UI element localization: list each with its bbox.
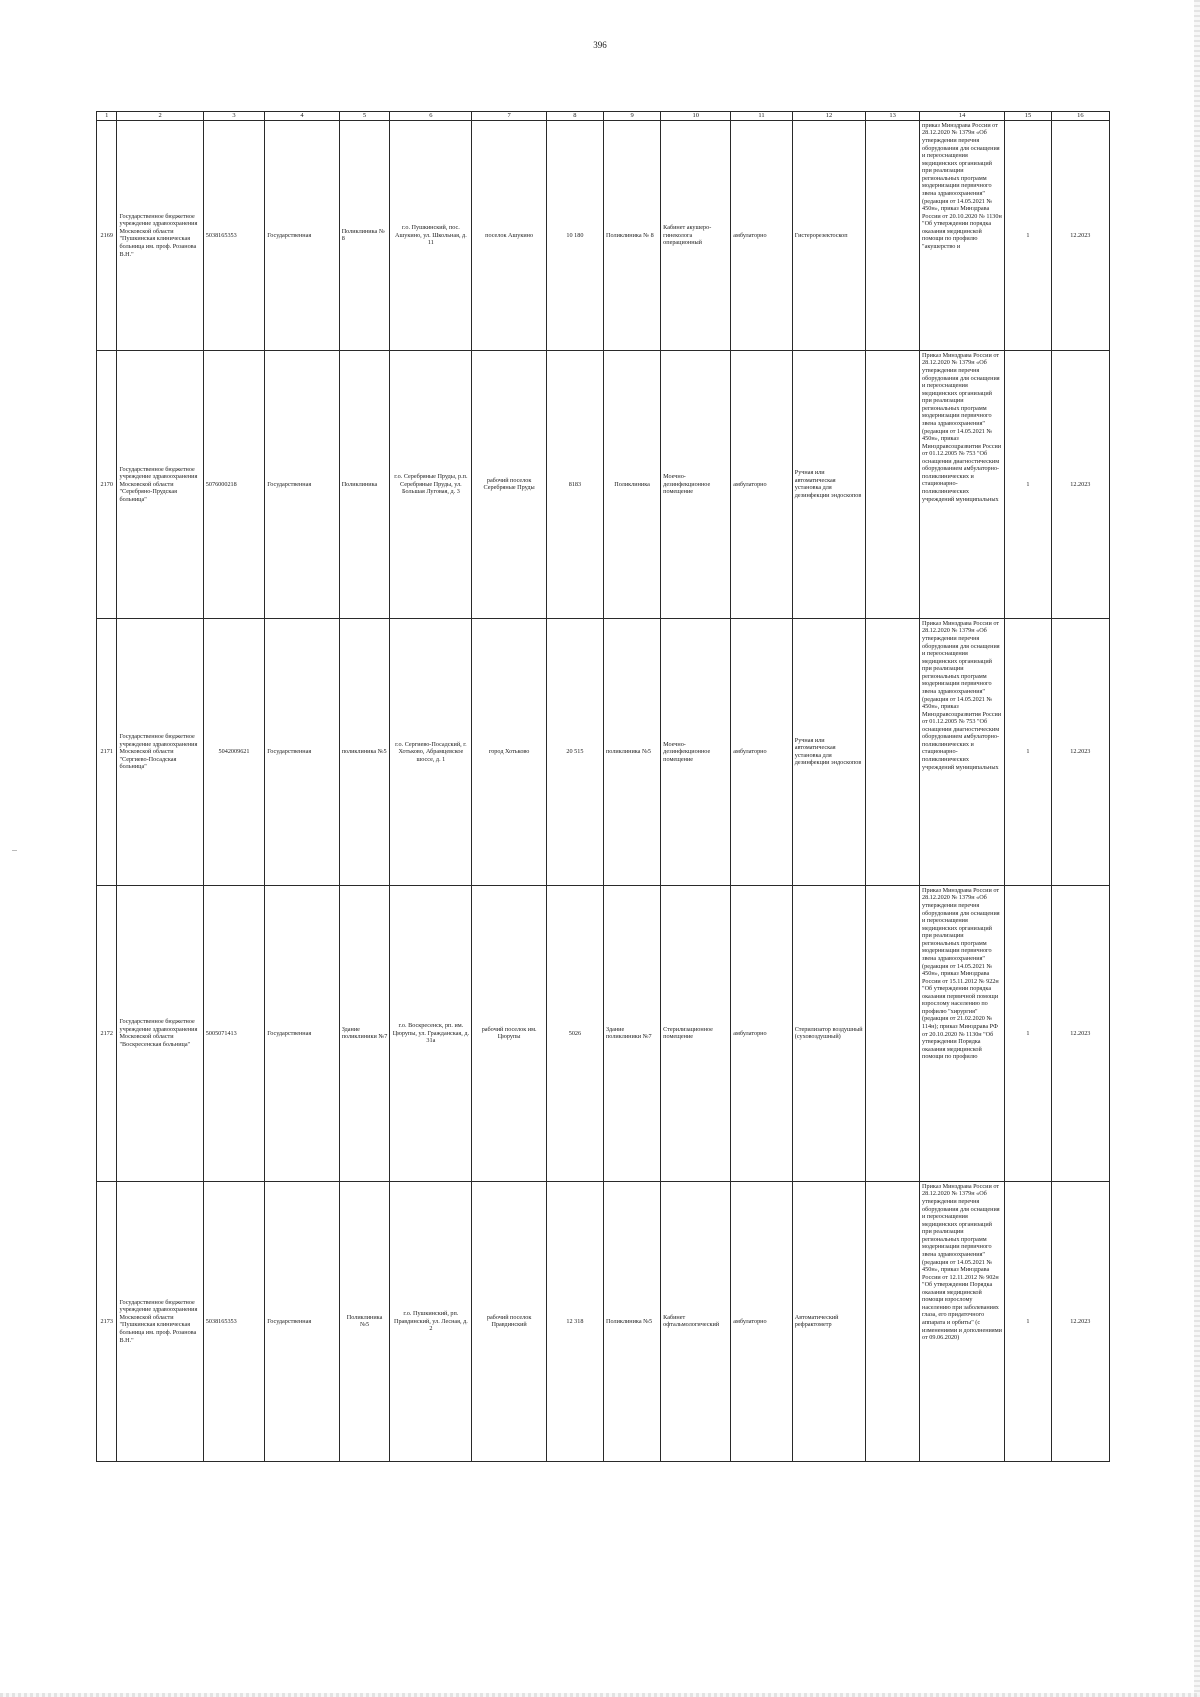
ownership-cell: Государственная <box>265 618 339 885</box>
organization-name: Государственное бюджетное учреждение здравоохранения Московской области "Воскресенская больница" <box>117 885 203 1181</box>
legal-basis-text: Приказ Минздрава России от 28.12.2020 № 1379н «Об утверждении перечня оборудования для оснащения и переоснащения медицинских организаций при реализации региональных программ модернизации первичного звена здравоохранения"(редакция от 14.05.2021 № 450н», приказ Минздрава России от 15.11.2012 № 922н "Об утверждении порядка оказания первичной помощи взрослому населению по профилю "хирургия" (редакция от 21.02.2020 № 114н); приказ Минздрава РФ от 20.10.2020 № 1130н "Об утверждении Порядка оказания медицинской помощи по профилю <box>922 886 1000 1061</box>
column-number: 4 <box>265 112 339 121</box>
legal-basis-text: Приказ Минздрава России от 28.12.2020 № 1379н «Об утверждении перечня оборудования для оснащения и переоснащения медицинских организаций при реализации региональных программ модернизации первичного звена здравоохранения"(редакция от 14.05.2021 № 450н», приказ Минздравсоцразвития России от 01.12.2005 № 753 "Об оснащении диагностическим оборудованием амбулаторно-поликлинических и стационарно-поликлинических учреждений муниципальных <box>922 351 1002 503</box>
room-cell: Стерилизационное помещение <box>661 885 731 1181</box>
population-cell: 5026 <box>546 885 603 1181</box>
equipment-cell: Ручная или автоматическая установка для дезинфекции эндоскопов <box>792 618 865 885</box>
inn-cell: 5042009621 <box>203 618 264 885</box>
care-type-cell: амбулаторно <box>731 885 792 1181</box>
quantity-cell: 1 <box>1005 350 1051 618</box>
facility-cell: поликлиника №5 <box>339 618 390 885</box>
legal-basis-text: Приказ Минздрава России от 28.12.2020 № 1379н «Об утверждении перечня оборудования для оснащения и переоснащения медицинских организаций при реализации региональных программ модернизации первичного звена здравоохранения"(редакция от 14.05.2021 № 450н», приказ Минздравсоцразвития России от 01.12.2005 № 753 "Об оснащении диагностическим оборудованием амбулаторно-поликлинических и стационарно-поликлинических учреждений муниципальных <box>922 619 1002 771</box>
building-cell: Поликлиника № 8 <box>604 120 661 350</box>
building-cell: Поликлиника №5 <box>604 1181 661 1461</box>
column-number-row <box>97 112 1110 121</box>
equipment-register-table <box>96 111 1110 1462</box>
care-type-cell: амбулаторно <box>731 1181 792 1461</box>
population-cell: 12 318 <box>546 1181 603 1461</box>
population-cell: 8183 <box>546 350 603 618</box>
address-cell: г.о. Пушкинский, рп. Правдинский, ул. Лесная, д. 2 <box>390 1181 472 1461</box>
inn-cell: 5038165353 <box>203 120 264 350</box>
equipment-cell: Ручная или автоматическая установка для дезинфекции эндоскопов <box>792 350 865 618</box>
organization-name: Государственное бюджетное учреждение здравоохранения Московской области "Серебряно-Прудская больница" <box>117 350 203 618</box>
inn-cell: 5076000218 <box>203 350 264 618</box>
quantity-cell: 1 <box>1005 1181 1051 1461</box>
building-cell: поликлиника №5 <box>604 618 661 885</box>
column-number: 16 <box>1051 112 1109 121</box>
scan-bottom-artifact <box>0 1693 1200 1697</box>
ownership-cell: Государственная <box>265 1181 339 1461</box>
column-number: 9 <box>604 112 661 121</box>
population-cell: 20 515 <box>546 618 603 885</box>
legal-basis-cell <box>920 885 1005 1181</box>
row-number: 2171 <box>97 618 117 885</box>
inn-cell: 5038165353 <box>203 1181 264 1461</box>
address-cell: г.о. Пушкинский, пос. Ашукино, ул. Школьная, д. 11 <box>390 120 472 350</box>
building-cell: Поликлиника <box>604 350 661 618</box>
quantity-cell: 1 <box>1005 120 1051 350</box>
date-cell: 12.2023 <box>1051 885 1109 1181</box>
settlement-cell: рабочий поселок Серебряные Пруды <box>472 350 546 618</box>
column-number: 7 <box>472 112 546 121</box>
address-cell: г.о. Воскресенск, рп. им. Цюрупы, ул. Гражданская, д. 31а <box>390 885 472 1181</box>
facility-cell: Поликлиника № 8 <box>339 120 390 350</box>
quantity-cell: 1 <box>1005 885 1051 1181</box>
column-number: 14 <box>920 112 1005 121</box>
legal-basis-cell <box>920 618 1005 885</box>
row-number: 2169 <box>97 120 117 350</box>
table-row <box>97 120 1110 350</box>
settlement-cell: поселок Ашукино <box>472 120 546 350</box>
empty-cell <box>866 618 920 885</box>
column-number: 11 <box>731 112 792 121</box>
equipment-cell: Автоматический рефрактометр <box>792 1181 865 1461</box>
room-cell: Моечно-дезинфекционное помещение <box>661 350 731 618</box>
page-number: 396 <box>593 40 607 50</box>
empty-cell <box>866 885 920 1181</box>
date-cell: 12.2023 <box>1051 1181 1109 1461</box>
organization-name: Государственное бюджетное учреждение здравоохранения Московской области "Пушкинская клиническая больница им. проф. Розанова В.Н." <box>117 120 203 350</box>
column-number: 12 <box>792 112 865 121</box>
table-row <box>97 1181 1110 1461</box>
ownership-cell: Государственная <box>265 885 339 1181</box>
equipment-cell: Гистерорезектоскоп <box>792 120 865 350</box>
legal-basis-text: приказ Минздрава России от 28.12.2020 № 1379н «Об утверждении перечня оборудования для оснащения и переоснащения медицинских организаций при реализации региональных программ модернизации первичного звена здравоохранения"(редакция от 14.05.2021 № 450н», приказ Минздрава России от 20.10.2020 № 1130н "Об утверждении порядка оказания медицинской помощи по профилю "акушерство и <box>922 121 1002 250</box>
empty-cell <box>866 1181 920 1461</box>
date-cell: 12.2023 <box>1051 618 1109 885</box>
settlement-cell: рабочий поселок им. Цюрупы <box>472 885 546 1181</box>
ownership-cell: Государственная <box>265 350 339 618</box>
table-row <box>97 618 1110 885</box>
column-number: 13 <box>866 112 920 121</box>
table-row <box>97 350 1110 618</box>
organization-name: Государственное бюджетное учреждение здравоохранения Московской области "Сергиево-Посадская больница" <box>117 618 203 885</box>
ownership-cell: Государственная <box>265 120 339 350</box>
room-cell: Кабинет акушеро-гинеколога операционный <box>661 120 731 350</box>
organization-name: Государственное бюджетное учреждение здравоохранения Московской области "Пушкинская клиническая больница им. проф. Розанова В.Н." <box>117 1181 203 1461</box>
table-row <box>97 885 1110 1181</box>
column-number: 10 <box>661 112 731 121</box>
date-cell: 12.2023 <box>1051 350 1109 618</box>
column-number: 2 <box>117 112 203 121</box>
empty-cell <box>866 350 920 618</box>
column-number: 3 <box>203 112 264 121</box>
facility-cell: Поликлиника <box>339 350 390 618</box>
quantity-cell: 1 <box>1005 618 1051 885</box>
care-type-cell: амбулаторно <box>731 618 792 885</box>
population-cell: 10 180 <box>546 120 603 350</box>
column-number: 15 <box>1005 112 1051 121</box>
building-cell: Здание поликлиники №7 <box>604 885 661 1181</box>
date-cell: 12.2023 <box>1051 120 1109 350</box>
legal-basis-text: Приказ Минздрава России от 28.12.2020 № 1379н «Об утверждении перечня оборудования для оснащения и переоснащения медицинских организаций при реализации региональных программ модернизации первичного звена здравоохранения"(редакция от 14.05.2021 № 450н», приказ Минздрава России от 12.11.2012 № 902н "Об утверждении Порядка оказания медицинской помощи взрослому населению при заболеваниях глаза, его придаточного аппарата и орбиты" (с изменениями и дополнениями от 09.06.2020) <box>922 1182 1002 1342</box>
row-number: 2173 <box>97 1181 117 1461</box>
care-type-cell: амбулаторно <box>731 350 792 618</box>
scan-margin-mark <box>12 850 17 851</box>
settlement-cell: рабочий поселок Правдинский <box>472 1181 546 1461</box>
room-cell: Моечно-дезинфекционное помещение <box>661 618 731 885</box>
facility-cell: Здание поликлиники №7 <box>339 885 390 1181</box>
facility-cell: Поликлиника №5 <box>339 1181 390 1461</box>
legal-basis-cell <box>920 120 1005 350</box>
legal-basis-cell <box>920 1181 1005 1461</box>
empty-cell <box>866 120 920 350</box>
legal-basis-cell <box>920 350 1005 618</box>
settlement-cell: город Хотьково <box>472 618 546 885</box>
equipment-cell: Стерилизатор воздушный (суховоздушный) <box>792 885 865 1181</box>
column-number: 6 <box>390 112 472 121</box>
row-number: 2170 <box>97 350 117 618</box>
room-cell: Кабинет офтальмологический <box>661 1181 731 1461</box>
scan-edge-artifact <box>1194 0 1200 1697</box>
inn-cell: 5005071413 <box>203 885 264 1181</box>
address-cell: г.о. Серебряные Пруды, р.п. Серебряные Пруды, ул. Большая Луговая, д. 3 <box>390 350 472 618</box>
row-number: 2172 <box>97 885 117 1181</box>
column-number: 5 <box>339 112 390 121</box>
column-number: 8 <box>546 112 603 121</box>
column-number: 1 <box>97 112 117 121</box>
care-type-cell: амбулаторно <box>731 120 792 350</box>
address-cell: г.о. Сергиево-Посадский, г. Хотьково, Абрамцевское шоссе, д. 1 <box>390 618 472 885</box>
